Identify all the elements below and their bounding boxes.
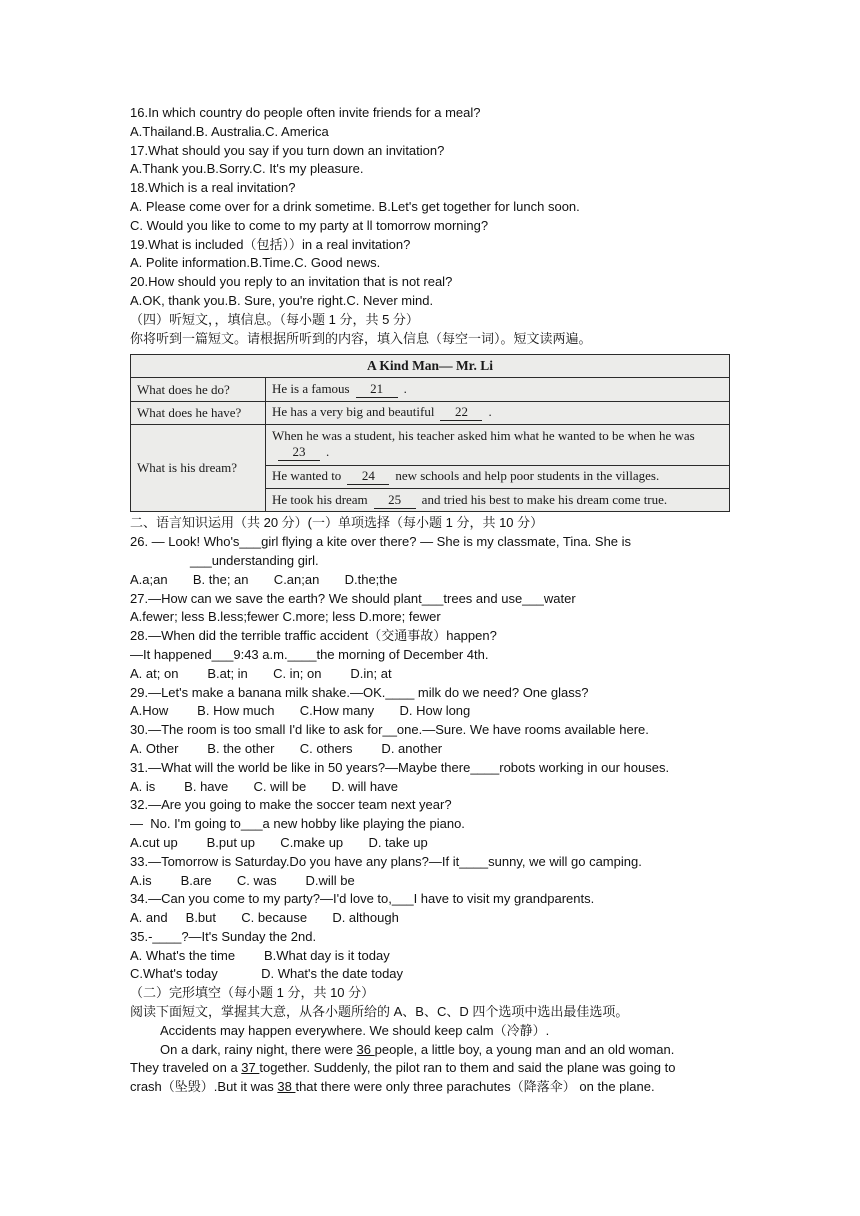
blank-22: 22 bbox=[440, 404, 482, 421]
text-line: A.Thailand.B. Australia.C. America bbox=[130, 123, 329, 139]
text-line: 16.In which country do people often invite friends for a meal? bbox=[130, 105, 481, 120]
text-line: 29.—Let's make a banana milk shake.—OK.____ milk do we need? One glass? bbox=[130, 684, 589, 700]
section-heading: 二、语言知识运用（共 20 分）(一）单项选择（每小题 1 分，共 10 分） bbox=[130, 515, 544, 531]
text-line: Accidents may happen everywhere. We should keep calm（冷静）. bbox=[160, 1022, 550, 1038]
text-line: A. and B.but C. because D. although bbox=[130, 910, 399, 926]
text-line: 33.—Tomorrow is Saturday.Do you have any plans?—If it____sunny, we will go camping. bbox=[130, 853, 642, 869]
question-26: 26. — Look! Who's___girl flying a kite over there? — She is my classmate, Tina. She is bbox=[130, 534, 632, 550]
text-line: 31.—What will the world be like in 50 years?—Maybe there____robots working in our houses. bbox=[130, 759, 670, 775]
listening-table-photo bbox=[130, 354, 730, 512]
cloze-line-2: They traveled on a 37 together. Suddenly, the pilot ran to them and said the plane was going to bbox=[130, 1060, 676, 1076]
text-line: — No. I'm going to___a new hobby like playing the piano. bbox=[130, 816, 465, 832]
blank-38: 38 bbox=[277, 1079, 296, 1095]
questions-26-35 bbox=[130, 571, 730, 1041]
text-line: C. Would you like to come to my party at ll tomorrow morning? bbox=[130, 217, 489, 233]
table-question: What is his dream? bbox=[131, 425, 266, 512]
text-line: 32.—Are you going to make the soccer team next year? bbox=[130, 797, 452, 813]
table-answer: When he was a student, his teacher asked him what he wanted to be when he was23 . bbox=[266, 425, 730, 465]
text-line: A. Please come over for a drink sometime. B.Let's get together for lunch soon. bbox=[130, 198, 580, 214]
text-line: A.Thank you.B.Sorry.C. It's my pleasure. bbox=[130, 161, 364, 177]
text-line: A.How B. How much C.How many D. How long bbox=[130, 703, 471, 719]
text-line: A. Polite information.B.Time.C. Good news. bbox=[130, 255, 381, 271]
text-line: 35.-____?—It's Sunday the 2nd. bbox=[130, 928, 317, 944]
blank-25: 25 bbox=[374, 492, 416, 509]
blank-21: 21 bbox=[356, 381, 398, 398]
table-question: What does he do? bbox=[131, 378, 266, 401]
text-line: （四）听短文，，填信息。（每小题 1 分，共 5 分） bbox=[130, 311, 419, 327]
blank-24: 24 bbox=[347, 468, 389, 485]
text-line: 28.—When did the terrible traffic accident（交通事故）happen? bbox=[130, 628, 497, 644]
question-26-cont: ___understanding girl. bbox=[190, 552, 319, 568]
blank-36: 36 bbox=[356, 1041, 375, 1057]
text-line: 19.What is included（包括））in a real invitation? bbox=[130, 236, 411, 252]
text-line: A.cut up B.put up C.make up D. take up bbox=[130, 834, 428, 850]
text-line: C.What's today D. What's the date today bbox=[130, 966, 404, 982]
text-line: （二）完形填空（每小题 1 分，共 10 分） bbox=[130, 985, 375, 1001]
text-line: A.fewer; less B.less;fewer C.more; less D.more; fewer bbox=[130, 609, 441, 625]
table-title: A Kind Man— Mr. Li bbox=[131, 355, 730, 378]
table-answer: He took his dream 25 and tried his best to make his dream come true. bbox=[266, 488, 730, 511]
text-line: 17.What should you say if you turn down an invitation? bbox=[130, 142, 445, 158]
cloze-line-3: crash（坠毁）.But it was 38 that there were only three parachutes（降落伞） on the plane. bbox=[130, 1079, 655, 1095]
questions-16-20 bbox=[130, 104, 730, 348]
text-line: —It happened___9:43 a.m.____the morning of December 4th. bbox=[130, 646, 489, 662]
cloze-line-1: On a dark, rainy night, there were 36 people, a little boy, a young man and an old woman. bbox=[160, 1041, 675, 1057]
text-line: A. is B. have C. will be D. will have bbox=[130, 778, 399, 794]
text-line: 30.—The room is too small I'd like to ask for__one.—Sure. We have rooms available here. bbox=[130, 722, 649, 738]
table-answer: He wanted to 24 new schools and help poor students in the villages. bbox=[266, 465, 730, 488]
table-question: What does he have? bbox=[131, 401, 266, 424]
text-line: 27.—How can we save the earth? We should plant___trees and use___water bbox=[130, 590, 576, 606]
text-line: A.OK, thank you.B. Sure, you're right.C. Never mind. bbox=[130, 292, 434, 308]
text-line: 阅读下面短文，掌握其大意，从各小题所给的 A、B、C、D 四个选项中选出最佳选项。 bbox=[130, 1004, 629, 1020]
blank-37: 37 bbox=[241, 1060, 260, 1076]
text-line: A.is B.are C. was D.will be bbox=[130, 872, 355, 888]
table-answer: He has a very big and beautiful 22 . bbox=[266, 401, 730, 424]
text-line: A.a;an B. the; an C.an;an D.the;the bbox=[130, 571, 398, 587]
table-answer: He is a famous 21 . bbox=[266, 378, 730, 401]
text-line: 18.Which is a real invitation? bbox=[130, 180, 296, 196]
text-line: 20.How should you reply to an invitation that is not real? bbox=[130, 274, 453, 290]
text-line: 你将听到一篇短文。请根据所听到的内容，填入信息（每空一词）。短文读两遍。 bbox=[130, 330, 592, 346]
text-line: A. What's the time B.What day is it today bbox=[130, 947, 390, 963]
text-line: 34.—Can you come to my party?—I'd love to,___I have to visit my grandparents. bbox=[130, 891, 595, 907]
info-table bbox=[130, 354, 730, 512]
exam-page bbox=[130, 104, 730, 1097]
blank-23: 23 bbox=[278, 444, 320, 461]
text-line: A. Other B. the other C. others D. another bbox=[130, 740, 443, 756]
text-line: A. at; on B.at; in C. in; on D.in; at bbox=[130, 665, 392, 681]
